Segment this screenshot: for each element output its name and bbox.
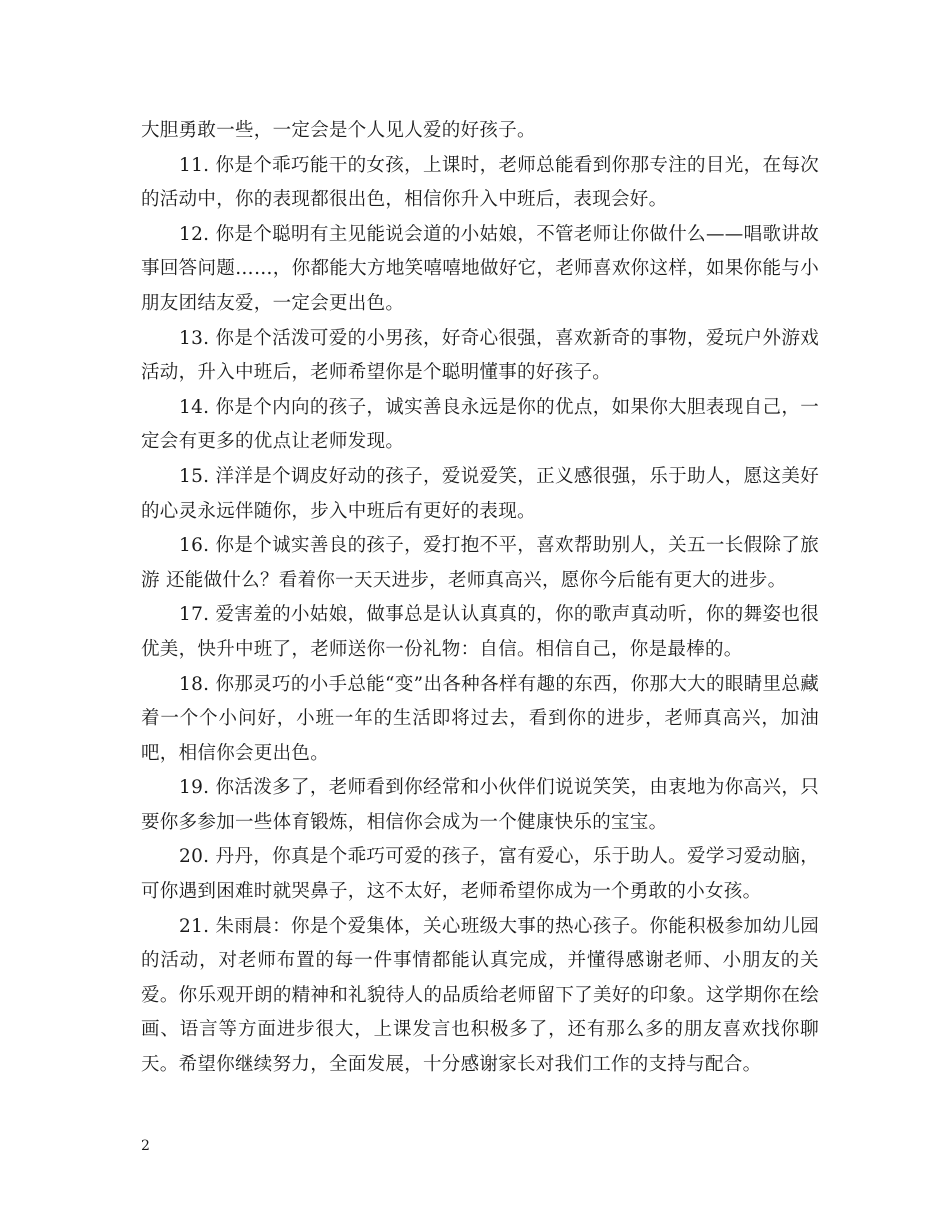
paragraph-continuation: 大胆勇敢一些，一定会是个人见人爱的好孩子。 xyxy=(141,120,536,141)
page-number: 2 xyxy=(141,1138,150,1154)
paragraph-item-19: 19. 你活泼多了，老师看到你经常和小伙伴们说说笑笑，由衷地为你高兴，只要你多参加一些体育锻炼，相信你会成为一个健康快乐的宝宝。 xyxy=(141,777,819,833)
paragraph-item-21: 21. 朱雨晨：你是个爱集体，关心班级大事的热心孩子。你能积极参加幼儿园的活动，对老师布置的每一件事情都能认真完成，并懂得感谢老师、小朋友的关爱。你乐观开朗的精神和礼貌待人的品质给老师留下了美好的印象。这学期你在绘画、语言等方面进步很大，上课发言也积极多了，还有那么多的朋友喜欢找你聊天。希望你继续努力，全面发展，十分感谢家长对我们工作的支持与配合。 xyxy=(141,915,819,1076)
document-body xyxy=(141,114,819,1083)
paragraph-item-16: 16. 你是个诚实善良的孩子，爱打抱不平，喜欢帮助别人，关五一长假除了旅游 还能做什么？看着你一天天进步，老师真高兴，愿你今后能有更大的进步。 xyxy=(141,535,819,591)
paragraph-item-18: 18. 你那灵巧的小手总能“变”出各种各样有趣的东西，你那大大的眼睛里总藏着一个个小问好，小班一年的生活即将过去，看到你的进步，老师真高兴，加油吧，相信你会更出色。 xyxy=(141,673,819,764)
paragraph-item-11: 11. 你是个乖巧能干的女孩，上课时，老师总能看到你那专注的目光，在每次的活动中，你的表现都很出色，相信你升入中班后，表现会好。 xyxy=(141,154,819,211)
paragraph-item-13: 13. 你是个活泼可爱的小男孩，好奇心很强，喜欢新奇的事物，爱玩户外游戏活动，升入中班后，老师希望你是个聪明懂事的好孩子。 xyxy=(141,327,819,384)
paragraph-item-12: 12. 你是个聪明有主见能说会道的小姑娘，不管老师让你做什么——唱歌讲故事回答问题……，你都能大方地笑嘻嘻地做好它，老师喜欢你这样，如果你能与小朋友团结友爱，一定会更出色。 xyxy=(141,223,819,314)
paragraph-item-17: 17. 爱害羞的小姑娘，做事总是认认真真的，你的歌声真动听，你的舞姿也很优美，快升中班了，老师送你一份礼物：自信。相信自己，你是最棒的。 xyxy=(141,604,819,660)
paragraph-item-14: 14. 你是个内向的孩子，诚实善良永远是你的优点，如果你大胆表现自己，一定会有更多的优点让老师发现。 xyxy=(141,396,819,453)
paragraph-item-15: 15. 洋洋是个调皮好动的孩子，爱说爱笑，正义感很强，乐于助人，愿这美好的心灵永远伴随你，步入中班后有更好的表现。 xyxy=(141,465,819,522)
paragraph-item-20: 20. 丹丹，你真是个乖巧可爱的孩子，富有爱心，乐于助人。爱学习爱动脑，可你遇到困难时就哭鼻子，这不太好，老师希望你成为一个勇敢的小女孩。 xyxy=(141,846,819,903)
